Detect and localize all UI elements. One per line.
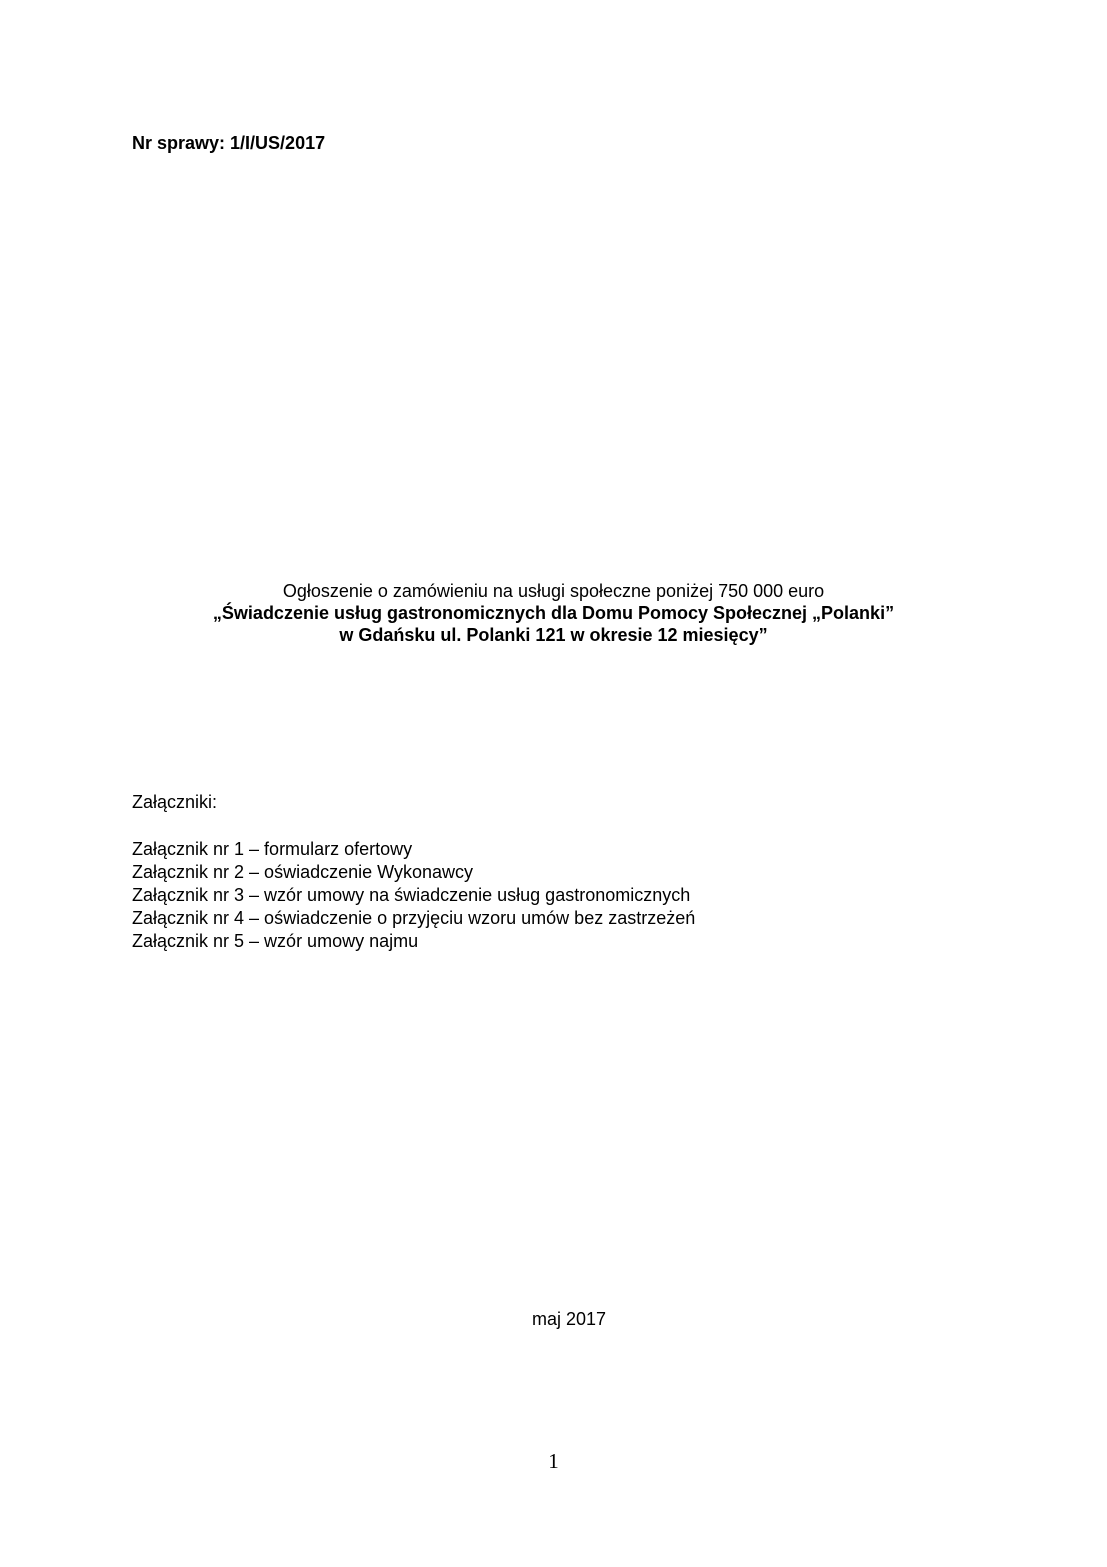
attachments-section (132, 791, 695, 953)
announcement-subject-line-2: w Gdańsku ul. Polanki 121 w okresie 12 miesięcy” (339, 625, 768, 645)
announcement-title (0, 580, 1107, 646)
announcement-subject-line-1: „Świadczenie usług gastronomicznych dla Domu Pomocy Społecznej „Polanki” (212, 603, 895, 623)
case-number: Nr sprawy: 1/I/US/2017 (132, 133, 326, 153)
attachments-heading: Załączniki: (132, 792, 218, 812)
attachment-item: Załącznik nr 1 – formularz ofertowy (132, 839, 413, 859)
attachment-item: Załącznik nr 4 – oświadczenie o przyjęciu wzoru umów bez zastrzeżeń (132, 908, 696, 928)
announcement-intro: Ogłoszenie o zamówieniu na usługi społeczne poniżej 750 000 euro (282, 581, 825, 601)
attachment-item: Załącznik nr 5 – wzór umowy najmu (132, 931, 419, 951)
attachments-list (132, 838, 695, 953)
document-date: maj 2017 (531, 1309, 607, 1329)
page-number: 1 (548, 1449, 559, 1473)
attachment-item: Załącznik nr 2 – oświadczenie Wykonawcy (132, 862, 473, 882)
attachment-item: Załącznik nr 3 – wzór umowy na świadczenie usług gastronomicznych (132, 885, 691, 905)
